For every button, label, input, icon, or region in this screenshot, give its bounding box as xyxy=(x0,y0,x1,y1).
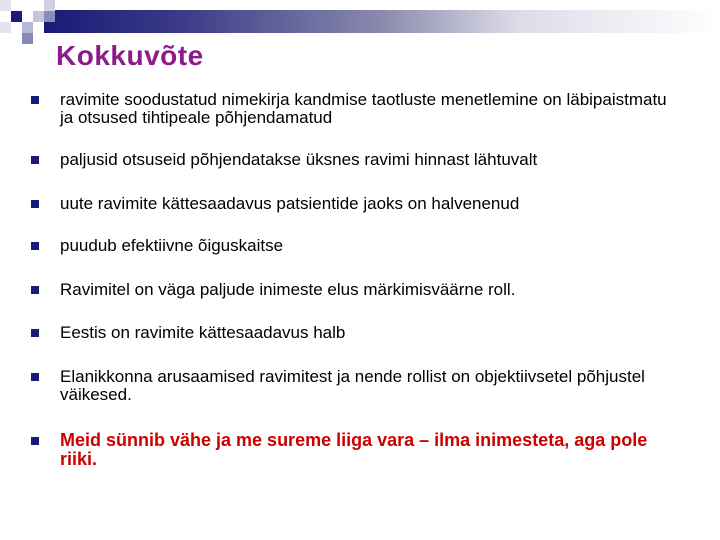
decor-square xyxy=(11,11,22,22)
bullet-text: Ravimitel on väga paljude inimeste elus märkimisväärne roll. xyxy=(60,280,516,299)
bullet-text: paljusid otsuseid põhjendatakse üksnes ravimi hinnast lähtuvalt xyxy=(60,150,538,169)
bullet-text: uute ravimite kättesaadavus patsientide jaoks on halvenenud xyxy=(60,194,520,213)
decor-square xyxy=(44,11,55,22)
bullet-text-emphasis: Meid sünnib vähe ja me sureme liiga vara – ilma inimesteta, aga pole riiki. xyxy=(60,430,648,469)
decor-square xyxy=(0,22,11,33)
bullet-square-icon xyxy=(31,373,39,381)
bullet-square-icon xyxy=(31,286,39,294)
bullet-square-icon xyxy=(31,242,39,250)
header-gradient-bar xyxy=(44,10,720,33)
bullet-square-icon xyxy=(31,437,39,445)
decor-square xyxy=(22,22,33,33)
bullet-square-icon xyxy=(31,96,39,104)
bullet-text: Eestis on ravimite kättesaadavus halb xyxy=(60,323,346,342)
slide-title: Kokkuvõte xyxy=(56,40,204,71)
bullet-text: Elanikkonna arusaamised ravimitest ja nende rollist on objektiivsetel põhjustel väikesed. xyxy=(60,367,645,404)
decor-square xyxy=(22,33,33,44)
bullet-square-icon xyxy=(31,329,39,337)
decor-square xyxy=(44,0,55,11)
bullet-square-icon xyxy=(31,156,39,164)
decor-square xyxy=(0,0,11,11)
bullet-text: ravimite soodustatud nimekirja kandmise taotluste menetlemine on läbipaistmatu ja otsused tihtipeale põhjendamatud xyxy=(60,90,667,127)
bullet-text: puudub efektiivne õiguskaitse xyxy=(60,236,284,255)
bullet-square-icon xyxy=(31,200,39,208)
decor-square xyxy=(33,11,44,22)
